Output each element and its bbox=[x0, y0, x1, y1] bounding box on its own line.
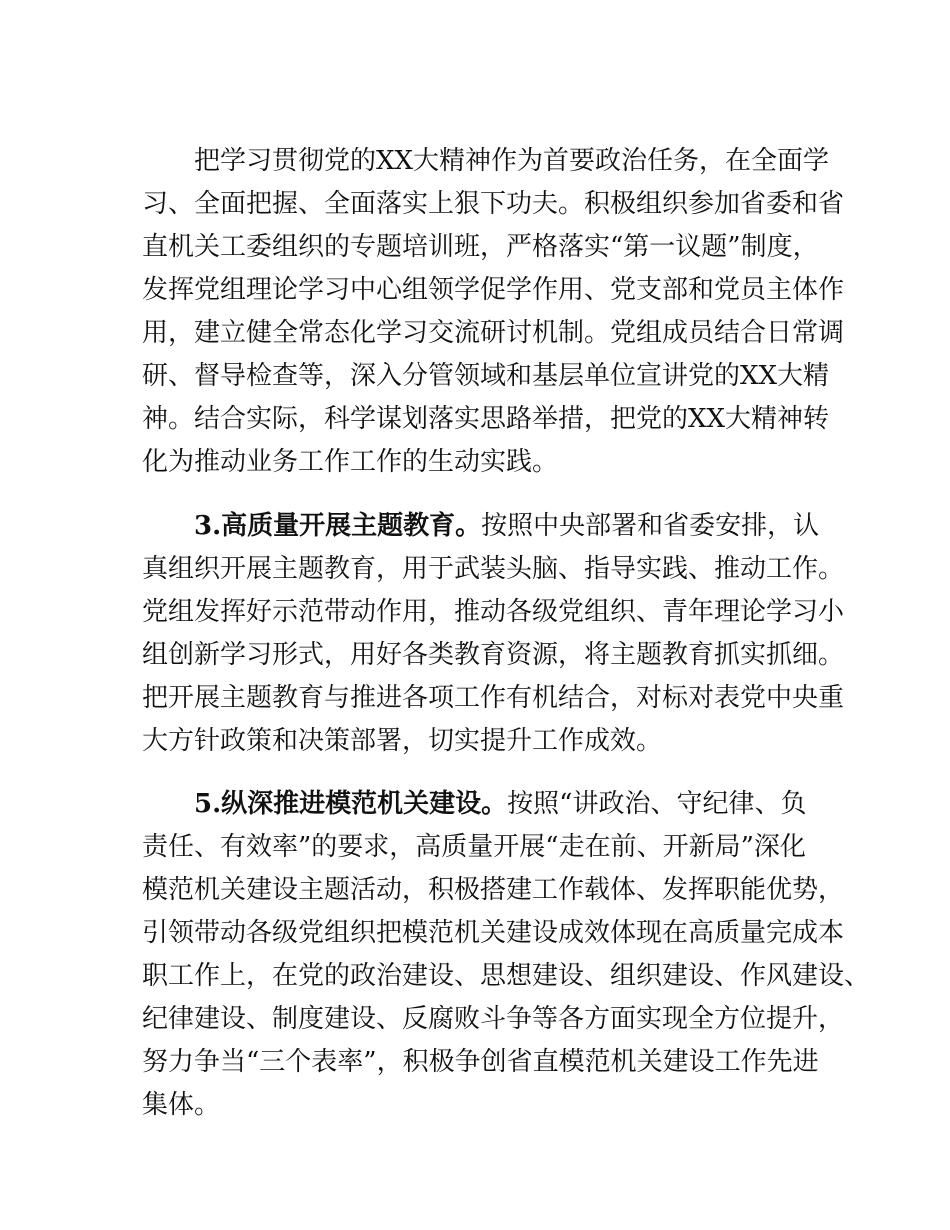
paragraph-1-line-7: 神。结合实际，科学谋划落实思路举措，把党的XX大精神转 bbox=[142, 404, 830, 434]
paragraph-2-line-2: 真组织开展主题教育，用于武装头脑、指导实践、推动工作。 bbox=[142, 554, 845, 584]
paragraph-1-line-2: 习、全面把握、全面落实上狠下功夫。积极组织参加省委和省 bbox=[142, 189, 845, 219]
paragraph-2-line-1 bbox=[194, 511, 819, 541]
paragraph-3-line-1 bbox=[194, 789, 806, 819]
paragraph-1-line-1: 把学习贯彻党的XX大精神作为首要政治任务，在全面学 bbox=[194, 146, 830, 176]
section-heading-3: 3.高质量开展主题教育。 bbox=[194, 511, 482, 541]
paragraph-2-line-4: 组创新学习形式，用好各类教育资源，将主题教育抓实抓细。 bbox=[142, 640, 845, 670]
paragraph-1-line-8: 化为推动业务工作工作的生动实践。 bbox=[142, 447, 559, 477]
paragraph-3-first-line-text: 按照“讲政治、守纪律、负 bbox=[507, 789, 807, 819]
paragraph-2-line-6: 大方针政策和决策部署，切实提升工作成效。 bbox=[142, 726, 663, 756]
paragraph-3-line-3: 模范机关建设主题活动，积极搭建工作载体、发挥职能优势， bbox=[142, 875, 845, 905]
paragraph-2-first-line-text: 按照中央部署和省委安排，认 bbox=[481, 511, 820, 541]
paragraph-3-line-8: 集体。 bbox=[142, 1090, 221, 1120]
paragraph-2-line-3: 党组发挥好示范带动作用，推动各级党组织、青年理论学习小 bbox=[142, 597, 845, 627]
paragraph-1-line-6: 研、督导检查等，深入分管领域和基层单位宣讲党的XX大精 bbox=[142, 361, 830, 391]
paragraph-2-line-5: 把开展主题教育与推进各项工作有机结合，对标对表党中央重 bbox=[142, 683, 845, 713]
paragraph-1-line-3: 直机关工委组织的专题培训班，严格落实“第一议题”制度， bbox=[142, 232, 819, 262]
section-heading-5: 5.纵深推进模范机关建设。 bbox=[194, 789, 508, 819]
paragraph-3-line-2: 责任、有效率”的要求，高质量开展“走在前、开新局”深化 bbox=[142, 832, 806, 862]
paragraph-1-line-5: 用，建立健全常态化学习交流研讨机制。党组成员结合日常调 bbox=[142, 318, 845, 348]
paragraph-1-line-4: 发挥党组理论学习中心组领学促学作用、党支部和党员主体作 bbox=[142, 275, 845, 305]
paragraph-3-line-5: 职工作上，在党的政治建设、思想建设、组织建设、作风建设、 bbox=[142, 961, 871, 991]
paragraph-3-line-4: 引领带动各级党组织把模范机关建设成效体现在高质量完成本 bbox=[142, 918, 845, 948]
paragraph-3-line-6: 纪律建设、制度建设、反腐败斗争等各方面实现全方位提升， bbox=[142, 1004, 845, 1034]
paragraph-3-line-7: 努力争当“三个表率”，积极争创省直模范机关建设工作先进 bbox=[142, 1047, 819, 1077]
